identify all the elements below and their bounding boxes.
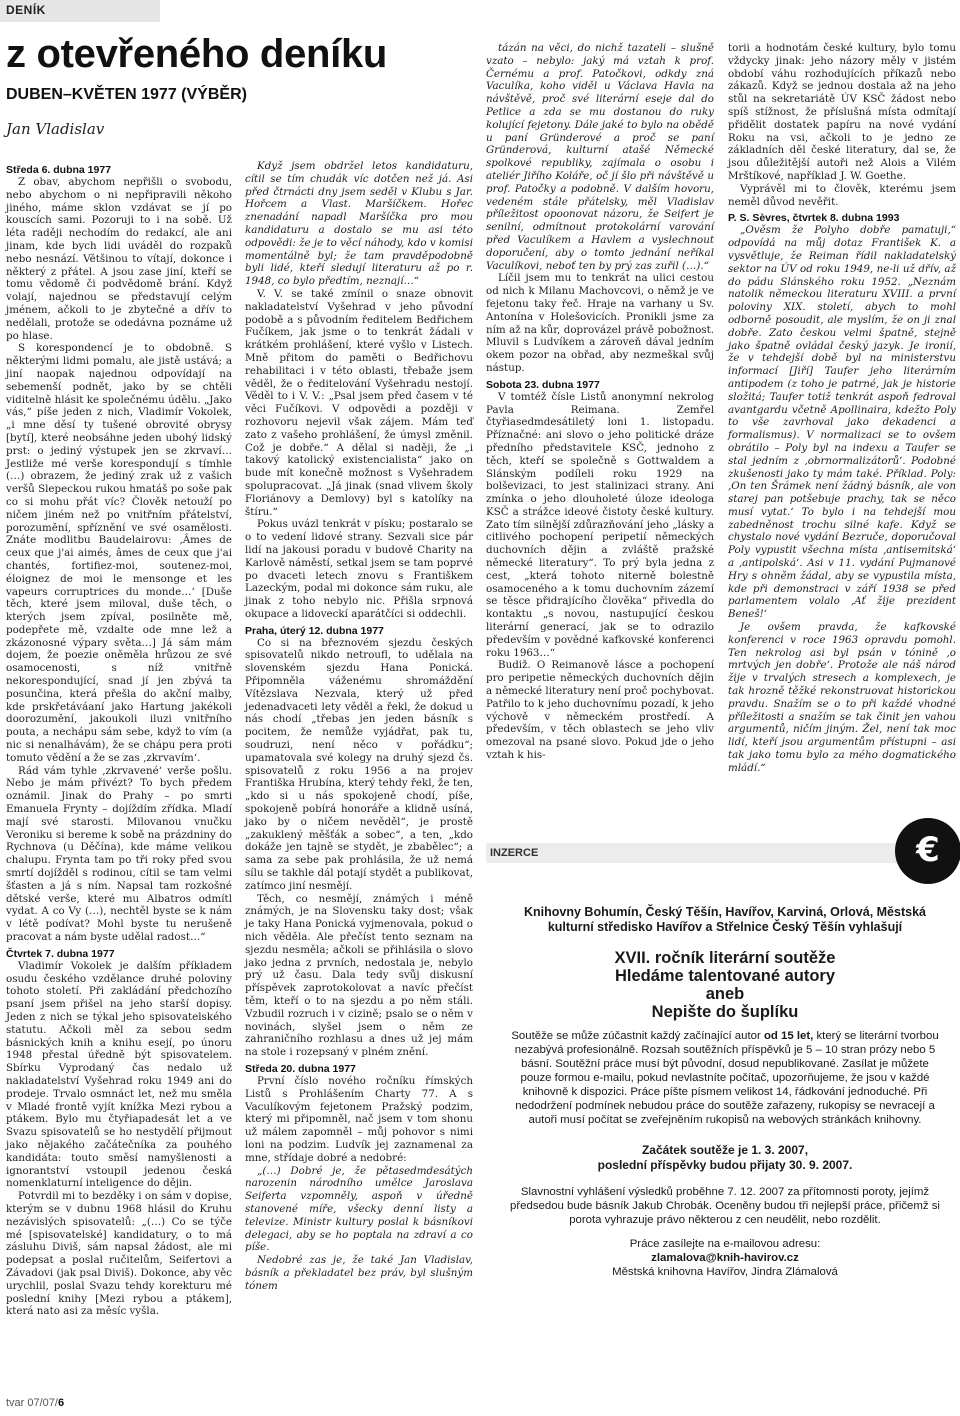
paragraph: První číslo nového ročníku římských Listů s Prohlášením Charty 77. A s Vaculíkovým fejetonem Pražský podzim, který mi připomněl, nač jsem v tom shonu už málem zapomněl – můj pohovor s nimi loni na podzim. Ludvík jej zaznamenal za mne, střídaje dobré a nedobré: xyxy=(245,1074,473,1164)
article-subheading: DUBEN–KVĚTEN 1977 (VÝBĚR) xyxy=(6,86,247,103)
paragraph: tázán na věci, do nichž tazateli – slušně vzato – nebylo: jaký má vztah k prof. Černému a prof. Patočkovi, odkdy zná Vaculíka, koho viděl u Václava Havla na návštěvě, proč své literární eseje dal do Petlice a zda se mu dostanou do ruky kolující fejetony. Dále jaké to bylo na obědě u paní Gründerové a proč se paní Gründerová, kulturní atašé Německé spolkové republiky, zajímala o osobu i ateliér Jiřího Koláře, oč jí šlo při návštěvě u prof. Patočky a podobně. V dalším hovoru, vedeném stále přátelsky, měl Vladislav příležitost opoonovat názoru, že Seifert je senilní, odmítnout protokolární varování před Vaculíkem a Havlem a vyslechnout doporučení, aby o tomto jednání neříkal Vaculíkovi, neboť ten by prý zas zuřil (…).“ xyxy=(486,42,714,272)
diary-date-heading: Čtvrtek 7. dubna 1977 xyxy=(6,947,115,960)
paragraph: Vladimír Vokolek je dalším příkladem osudu českého vzdělance druhé poloviny tohoto století. Při zakládání předchozího psaní jsem přišel na jeho starší dopisy. Jeden z nich se týkal jeho spisovatelského statutu. Ačkoli měl za sebou sedm básnických knih a knihu esejí, po únoru 1948 přestal úředně být spisovatelem. Sbírku Vyprodaný čas nedalo už nakladatelství Vyšehrad roku 1949 ani do prodeje. Trvalo osmnáct let, než mu směla v Mladé frontě vyjít knížka Mezi rybou a ptákem. Bylo mu čtyřiapadesát let a ve Svazu spisovatelů se ho nestydělí přijmout jako nějakého začátečníka za pouhého kandidáta: touto směsí namyšlenosti a ignorantství vstoupil jedenou česká nomenklaturní inteligence do dějin. xyxy=(6,959,232,1190)
rules-text: který se literární tvorbou nezabývá profesionálně. Rozsah soutěžních příspěvků je 5 – 10 stran prózy nebo 5 básní. Soutěžní práce musí být původní, dosud nepublikované. Zasílat je můžete pouze formou e-mailu, pokud nevlastníte počítač, upozorňujeme, že jsou v každé knihovně k dispozici. Práce píšte písmem velikost 14, řádkování jednoduché. Při nedodržení podmínek nebudou práce do soutěže zařazeny, rukopisy se nevracejí a autoři musí počítat se zveřejněním rukopisů na webových stránkách knihovny. xyxy=(514,1030,939,1126)
contact-intro: Práce zasílejte na e-mailovou adresu: xyxy=(629,1238,821,1250)
competition-dates xyxy=(505,1143,945,1173)
title-line: Hledáme talentované autory xyxy=(614,967,836,985)
euro-icon: € xyxy=(895,818,960,884)
organizers: Knihovny Bohumín, Český Těšín, Havířov, Karviná, Orlová, Městská kulturní středisko Havířov a Střelnice Český Těšín vyhlašují xyxy=(524,905,926,934)
paragraph: Potvrdil mi to bezděky i on sám v dopise, kterým se v dubnu 1968 hlásil do Kruhu nezávislých spisovatelů: „(…) Co se týče mé [spisovatelské] kandidatury, o to má zásluhu Diviš, sám napsal žádost, ale mi podepsat a poslal ručitelům, Seifertovi a Závadovi (jak psal Diviš). Dokonce, aby věc urychlil, poslal Svazu tehdy korekturu mé poslední knihy [Mezi rybou a ptákem], která nato asi za měsíc vyšla. xyxy=(6,1190,232,1318)
paragraph: Je ovšem pravda, že kafkovské konferenci v roce 1963 opravdu pomohl. Ten nekrolog asi byl psán v tónině ‚o mrtvých jen dobře‘. Protože ale náš národ žije v trvalých stresech a komplexech, je tak hrozně těžké rekonstruovat historickou pravdu. Snažím se o to při každé vhodné příležitosti a snažím se tak činit jen vahou argumentů, ničím jiným. Žel, není tak moc lidí, kteří jsou argumentům přístupni – asi tak jako tomu bylo za mého dogmatického mládí.“ xyxy=(728,621,956,774)
paragraph: „(…) Dobré je, že pětasedmdesátých narozenin národního umělce Jaroslava Seiferta vzpomněly, aspoň v úředně stanovené míře, všecky denní listy a televize. Ministr kultury poslal k básníkovi delegaci, aby se ho poptala na zdraví a co píše. xyxy=(245,1164,473,1254)
paragraph: „Ověsm že Polyho dobře pamatuji,“ odpovídá na můj dotaz František K. a vysvětluje, že Reiman řídil nakladatelský sektor na ÚV od roku 1949, ne-li už dřív, až do pádu Slánského roku 1952. „Neznám natolik německou literaturu XVIII. a první poloviny XIX. století, abych to mohl odborně posoudit, ale myslím, že on ji znal dobře. Zato českou velmi špatně, stejně jako špatně ovládal český jazyk. Je ironií, že v tehdejší době byl na ministerstvu informací [Jiří] Taufer jeho literárním antipodem (z toho je patrné, jak je historie složitá; Taufer totiž tenkrát aspoň fedroval avantgardu včetně Apollinaira, kdežto Poly to vše zavrhoval jako dekadenci a formalismus). V normalizaci se to ovšem obrátilo – Poly byl na indexu a Taufer se stal jedním z ‚obrnormalizátorů‘. Podobné zkušenosti jako ty mám také. Příklad. Poly: ‚On ten Šrámek není žádný básník, ale von starej pan potšebuje prachy, tak se něco musí vytat.‘ To bylo i na tehdejší mou zabedněnost trochu silné kafe. Když se chystalo nové vydání Bezruče, doporučoval Poly vypustit všechna místa ‚antisemitská‘ a ‚antipolská‘. Asi v 11. vydání Pujmanové Hry s ohněm žádal, aby se vypustila místa, kde při demonstraci v září 1938 se před parlamentem volalo ‚Ať žije prezident Beneš!‘ xyxy=(728,224,956,621)
age-limit: od 15 let, xyxy=(763,1030,814,1042)
paragraph: V tomtéž čísle Listů anonymní nekrolog Pavla Reimana. Zemřel čtyřiasedmdesátiletý loni 1. listopadu. Příznačné: ani slovo o jeho politické dráze předního představitele KSČ, jednoho z těch, kteří se společně s Gottwaldem a Slánským podíleli roku 1929 na bolševizaci, to jest stalinizaci strany. Ani zmínka o jeho dlouholeté úloze ideologa KSČ a strážce ideové čistoty české kultury. Zato tím silnější zdůrazňování jeho „lásky a citlivého pochopení peripetií německých duchovních dějin a zvláště pražské německé literatury“. To prý byla jedna z cest, „která tohoto niterně bolestně osamoceného a k tomu duchovním zázemí se těsce přidrajícího člověka“ přivedla do kontaktu „s novou, nastupující českou literární generací, jak se to odrazilo především v povědné kafkovské konferenci roku 1963…“ xyxy=(486,390,714,659)
competition-advertisement xyxy=(505,905,945,1279)
paragraph: Budiž. O Reimanově lásce a pochopení pro peripetie německých duchovních dějin a německé literatury není proč pochybovat. Patřilo to k jeho duchovnímu pozadí, k jeho výchově v německém prostředí. A především, v těch oblastech se jeho vliv omezoval na psané slovo. Pokud jde o jeho vztah k his- xyxy=(486,659,714,762)
diary-date-heading: Středa 20. dubna 1977 xyxy=(245,1062,356,1075)
paragraph: S korespondencí je to obdobně. S některými lidmi pomalu, ale jistě ustává; a jiní naopak najednou odpovídají na sebemenší podnět, jako by se chtěli viditelně hlásit ke společnému údělu. „Jako vás,“ píše jeden z nich, Vladimír Vokolek, „i mne děsí ty tušené obrovité obrysy [bytí], které neobsáhne jeden ubohý lidský prst: o jediný výstupek jen se zkrvaví… Jestliže mé verše korespondují s tímhle (…) obrazem, že jediný zrak už z vašich veršů Slepeckou rukou hmatáš po soše pak co si mohu přát víc? Člověk netouží po ničem jiném než po vnitřním přátelství, porozumění, spříznění ve své osamělosti. Znáte modlitbu Baudelairovu: ‚Âmes de ceux que j'ai aimés, âmes de ceux que j'ai chantés, fortifiez-moi, soutenez-moi, éloignez de moi le mensonge et les vapeurs corruptrices du monde…‘ [Duše těch, které jsem miloval, duše těch, o kterých jsem zpíval, posilněte mě, podepřete mě, vzdalte ode mne lež a zkázonosné výpary světa…] Já sám mám dojem, že poezie oněměla hrůzou ze své osamocenosti, s níž vnitřně nekorespondující, snad jí jen zbývá ta posunčina, která přešla do akční malby, kde prskřetáváaní jako Hartung jakékoli doorozumění, jakoukoli iluzi vnitřního pouta, a nechápu sám sebe, když to vím (a nic si nenalhávám), že se chápu pera proti tomuto vědění a že se zas ‚zkrvavím‘. xyxy=(6,342,232,764)
advertisement-label: INZERCE xyxy=(490,847,539,859)
start-date: Začátek soutěže je 1. 3. 2007, xyxy=(641,1143,809,1157)
paragraph: Líčil jsem mu to tenkrát na ulici cestou od nich k Milanu Machovcovi, o němž je ve fejetonu taky řeč. Hraje na varhany u Sv. Antonína v Holešovicích. Pronikli jsme za ním až na kůr, doprovázel právě pobožnost. Mluvil s Ludvíkem a zároveň dával jedním okem pozor na obřad, aby nezmeškal svůj nástup. xyxy=(486,272,714,374)
contact-organization: Městská knihovna Havířov, Jindra Zlámalová xyxy=(612,1266,838,1278)
diary-date-heading: P. S. Sèvres, čtvrtek 8. dubna 1993 xyxy=(728,212,900,225)
paragraph: V. V. se také zmínil o snaze obnovit nakladatelství Vyšehrad v jeho původní podobě a s původním ředitelem Bedřichem Fučíkem, jak jsme o to tenkrát žádali v krátkém prohlášení, které vyšlo v Listech. Mně přitom do paměti o Bedřichovu rehabilitaci i v této oblasti, třebaže jsem věděl, že o ředitelování Vyšehradu nestojí. Věděl to i V. V.: „Psal jsem před časem v té věci Fučíkovi. V odpovědi a později v rozhovoru nejevil však zájem. Mám teď zato z vašeho prohlášení, že úmysl změnil. Což je dobře.“ A dělal si naději, že „i takový katolický existencialista“ jako on bude mít konečně možnost s Vyšehradem spolupracovat. „Já jinak (snad vlivem školy Floriánovy a Demlovy) byl s katolíky na štíru.“ xyxy=(245,287,473,518)
end-date: poslední příspěvky budou přijaty 30. 9. 2007. xyxy=(597,1158,853,1172)
diary-date-heading: Sobota 23. dubna 1977 xyxy=(486,378,600,391)
text-column-1 xyxy=(6,160,232,1318)
paragraph: torii a hodnotám české kultury, bylo tomu vždycky jinak: jeho názory měly v jistém období váhu rozhodujících příkazů nebo zákazů. Když se jednou dostala až na jeho stůl na sekretariátě ÚV KSČ žádost nebo spíš stížnost, že příslušná místa odmítají přidělit dostatek papíru na nové vydání Roku na vsi, ačkoli to je jedno ze základních děl české literatury, dal se, že jsou důležitější autoři než Alois a Vilém Mrštíkové, například J. W. Goethe. xyxy=(728,42,956,182)
paragraph: Těch, co nesmějí, známých i méně známých, je na Slovensku taky dost; však je taky Hana Ponická vyjmenovala, pokud o nich věděla. Ale přečíst tento seznam na sjezdu nesměla; ačkoli se přihlásila o slovo jako jedna z prvních, nedostala je, nebylo prý už času. Dala tedy svůj diskusní příspěvek zaprotokolovat a navíc přečíst těm, kteří o to na sjezdu a po něm stáli. Vzbudil rozruch i v cizině; psalo se o něm v novinách, slyšel jsem o něm ze zahraničního rozhlasu a dnes už jej mám na stole i rozepsaný v plném znění. xyxy=(245,892,473,1059)
article-author: Jan Vladislav xyxy=(6,120,105,138)
advertisement-bar xyxy=(486,843,956,863)
competition-rules xyxy=(505,1029,945,1127)
paragraph: Nedobré zas je, že také Jan Vladislav, básník a překladatel bez práv, byl slušným tónem xyxy=(245,1254,473,1292)
contact-email-link[interactable]: zlamalova@knih-havirov.cz xyxy=(651,1252,799,1264)
award-ceremony: Slavnostní vyhlášení výsledků proběhne 7. 12. 2007 za přítomnosti poroty, jejímž předsedou bude básník Jakub Chrobák. Oceněny budou tři nejlepší práce, přičemž si porota vyhrazuje právo některou z cen neudělit, nebo rozdělit. xyxy=(510,1186,940,1226)
paragraph: Když jsem obdržel letos kandidaturu, cítil se tím chudák víc dotčen než já. Asi před čtrnácti dny jsem seděl v Klubu s Jar. Hořcem a Vlast. Maršíčkem. Hořec znenadání napadl Maršíčka pro mou kandidaturu a dostalo se mu asi této odpovědi: že je to věcí náhody, kdo v komisi momentálně byl; že tam pravděpodobně byli lidé, kteří sledují literaturu až po r. 1948, co bylo předtím, neznají…“ xyxy=(245,160,473,288)
rules-text: Soutěže se může zúčastnit každý začínající autor xyxy=(511,1030,764,1042)
contact-block xyxy=(505,1237,945,1279)
paragraph: Z obav, abychom nepřišli o svobodu, nebo abychom o ni nepřipravili někoho jiného, máme sklon vzdávat se jí po kouscích sami. Pozoruji to i na sobě. Už léta raději nechodím do redakcí, ale ani jinam, kde bych lidi uváděl do rozpaků nebo nesnází. Většinou to vítají, dokonce i některý z přátel. A jsou zase jiní, kteří se tomu vědomě či podvědomě brání. Když volají, najednou se představují celým jménem, ačkoli to je zbytečné a dřív to nedělali, protože se odedávna poznáme už po hlase. xyxy=(6,176,232,342)
paragraph: Rád vám tyhle ‚zkrvavené‘ verše pošlu. Nebo je mám přivézt? To bych předem oznámil. Jinak do Prahy – po smrti Emanuela Frynty – dojíždím zřídka. Mladí mají své starosti. Milovanou vnučku Veroniku si bereme k sobě na prázdniny do Rychnova (u Děčína), kde máme velikou chalupu. Frynta tam po tři roky před svou smrtí dojížděl s rodinou, cítil se tam velmi šťasten a já s ním. Napsal tam rozkošné dětské verše, které mu Albatros odmítl vydat. A co Vy (…), nechtěl byste se k nám v létě podívat? Mohl byste tu nerušeně pracovat a nám byste udělal radost…“ xyxy=(6,764,232,944)
text-column-3 xyxy=(486,42,714,762)
diary-date-heading: Středa 6. dubna 1977 xyxy=(6,164,112,176)
title-line: aneb xyxy=(705,985,745,1003)
issue-label: tvar 07/07/ xyxy=(6,1397,58,1409)
title-line: Nepište do šuplíku xyxy=(651,1003,799,1021)
text-column-2 xyxy=(245,160,473,1293)
diary-date-heading: Praha, úterý 12. dubna 1977 xyxy=(245,624,384,637)
page-footer xyxy=(6,1397,64,1409)
competition-title xyxy=(505,949,945,1021)
paragraph: Pokus uvázl tenkrát v písku; postaralo se o to vedení lidové strany. Sezvali sice pár lidí na jakousi poradu v budově Charity na Karlově náměstí, setkal jsem se tam poprvé po dvaceti letech znovu s Františkem Lazeckým, podal mi dokonce sám ruku, ale jinak z toho nebylo nic. Přišla srpnová okupace a lidoveckí aparátčíci si oddechli. xyxy=(245,518,473,620)
paragraph: Co si na březnovém sjezdu českých spisovatelů nikdo netroufl, to udělala na slovenském sjezdu Hana Ponická. Připomněla váženému shromáždění Vítězslava Nezvala, který už před jedenadvaceti lety věděl a řekl, že dokud u nás chodí „třebas jen jeden básník s pocitem, že nemůže vyjádřat, pak tu, soudruzi, není něco v pořádku“; upamatovala své kolegy na druhý sjezd čs. spisovatelů z roku 1956 a na projev Františka Hrubína, který tehdy řekl, že ten, „kdo si u nás spokojeně chodí, píše, spokojeně pobírá honoráře a klidně usíná, jako by o ničem nevěděl“, je prostě „zakuklený měšťák a sobec“, a ten, „kdo dokáže jen tajně se stydět, je zbabělec“; a sama za sebe pak prohlásila, že už nemá sílu se takhle dál potají stydět a publikovat, zatímco jiní nesmějí. xyxy=(245,636,473,892)
section-label: DENÍK xyxy=(6,3,46,17)
text-column-4 xyxy=(728,42,956,775)
page-number: 6 xyxy=(57,1397,65,1409)
paragraph: Vyprávěl mi to člověk, kterému jsem neměl důvod nevěřit. xyxy=(728,182,956,208)
title-line: XVII. ročník literární soutěže xyxy=(614,949,836,967)
section-tab xyxy=(0,0,160,22)
article-headline: z otevřeného deníku xyxy=(6,32,388,76)
